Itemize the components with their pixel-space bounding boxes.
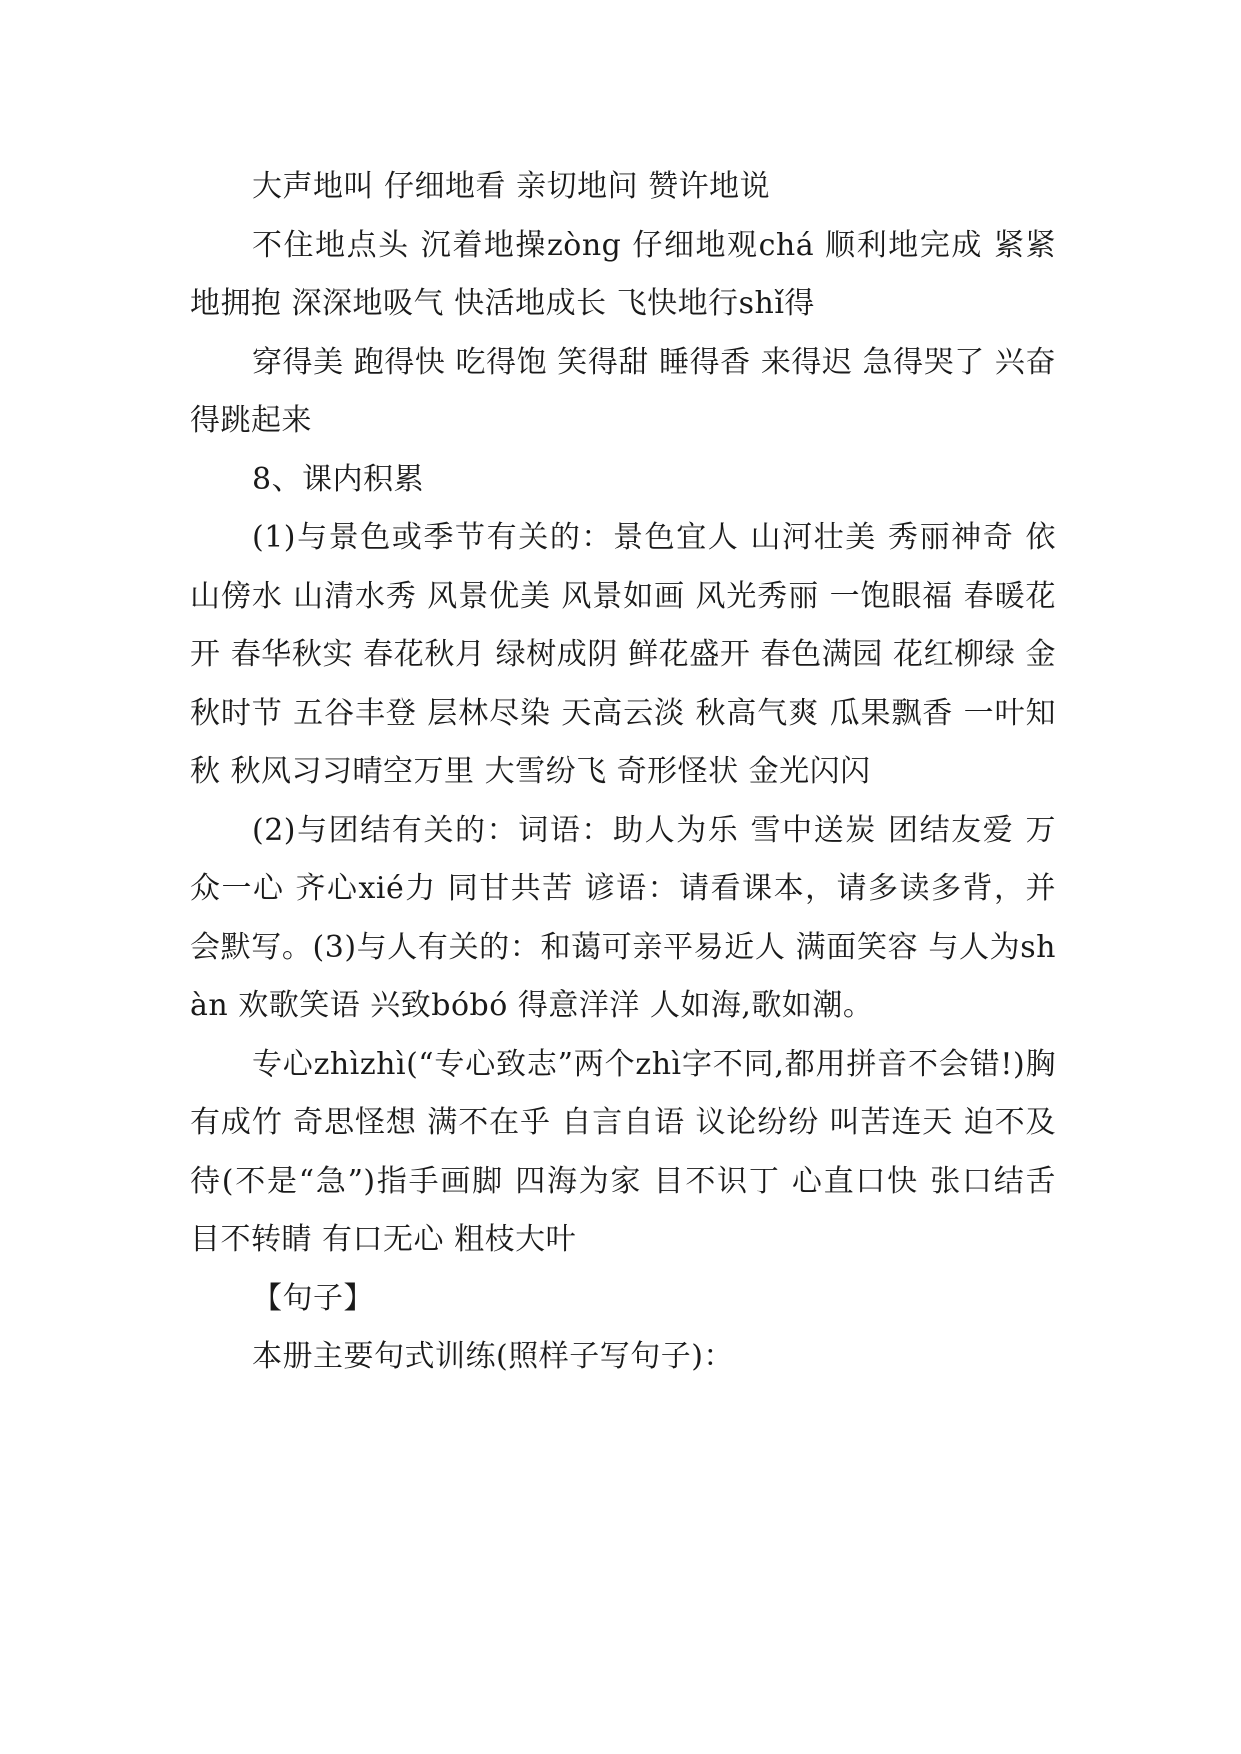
document-page <box>190 158 1067 1387</box>
paragraph-scenery-idioms: (1)与景色或季节有关的：景色宜人 山河壮美 秀丽神奇 依山傍水 山清水秀 风景优美 风景如画 风光秀丽 一饱眼福 春暖花开 春华秋实 春花秋月 绿树成阴 鲜花盛开 春色满园 花红柳绿 金秋时节 五谷丰登 层林尽染 天高云淡 秋高气爽 瓜果飘香 一叶知秋 秋风习习晴空万里 大雪纷飞 奇形怪状 金光闪闪 <box>190 520 1056 789</box>
section-heading-accumulation: 8、课内积累 <box>252 461 425 497</box>
paragraph-sentence-training: 本册主要句式训练(照样子写句子)： <box>252 1339 734 1374</box>
section-heading-sentences: 【句子】 <box>252 1280 374 1316</box>
paragraph-unity-idioms: (2)与团结有关的：词语：助人为乐 雪中送炭 团结友爱 万众一心 齐心xié力 同甘共苦 谚语：请看课本，请多读多背，并会默写。(3)与人有关的：和蔼可亲平易近人 满面笑容 与人为shàn 欢歌笑语 兴致bóbó 得意洋洋 人如海,歌如潮。 <box>190 812 1056 1023</box>
paragraph-de-phrases: 穿得美 跑得快 吃得饱 笑得甜 睡得香 来得迟 急得哭了 兴奋得跳起来 <box>190 344 1056 438</box>
paragraph-di-phrases: 不住地点头 沉着地操zòng 仔细地观chá 顺利地完成 紧紧地拥抱 深深地吸气 快活地成长 飞快地行shǐ得 <box>190 227 1056 321</box>
paragraph-more-idioms: 专心zhìzhì(“专心致志”两个zhì字不同,都用拼音不会错!)胸有成竹 奇思怪想 满不在乎 自言自语 议论纷纷 叫苦连天 迫不及待(不是“急”)指手画脚 四海为家 目不识丁 心直口快 张口结舌 目不转睛 有口无心 粗枝大叶 <box>190 1046 1067 1257</box>
paragraph-adverb-phrases: 大声地叫 仔细地看 亲切地问 赞许地说 <box>252 169 771 204</box>
